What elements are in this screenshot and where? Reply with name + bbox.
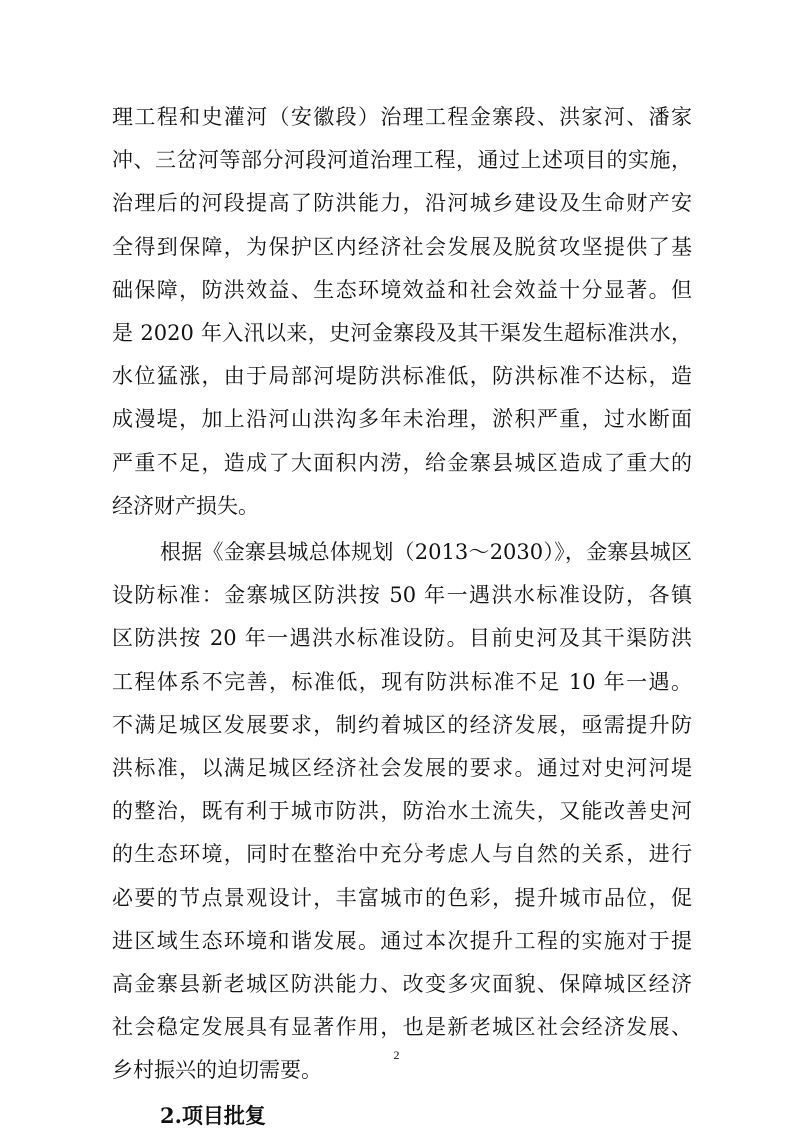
text-line: 进区域生态环境和谐发展。通过本次提升工程的实施对于提: [112, 928, 692, 953]
text-line: 全得到保障，为保护区内经济社会发展及脱贫攻坚提供了基: [112, 234, 692, 259]
text-line: 经济财产损失。: [112, 493, 259, 518]
text-line: 工程体系不完善，标准低，现有防洪标准不足 10 年一遇。: [112, 669, 692, 694]
text-line: 根据《金寨县城总体规划（2013～2030）》，金寨县城区: [160, 540, 692, 564]
text-line: 洪标准，以满足城区经济社会发展的要求。通过对史河河堤: [112, 756, 692, 780]
text-line: 的整治，既有利于城市防洪，防治水土流失，又能改善史河: [112, 799, 692, 824]
text-line: 设防标准：金寨城区防洪按 50 年一遇洪水标准设防，各镇: [112, 583, 692, 608]
text-line: 础保障，防洪效益、生态环境效益和社会效益十分显著。但: [112, 277, 692, 302]
text-line: 区防洪按 20 年一遇洪水标准设防。目前史河及其干渠防洪: [112, 626, 692, 651]
text-line: 社会稳定发展具有显著作用，也是新老城区社会经济发展、: [112, 1015, 692, 1040]
text-line: 严重不足，造成了大面积内涝，给金寨县城区造成了重大的: [112, 450, 692, 475]
text-line: 的生态环境，同时在整治中充分考虑人与自然的关系，进行: [112, 842, 692, 867]
text-line: 理工程和史灌河（安徽段）治理工程金寨段、洪家河、潘家: [112, 105, 692, 129]
page-number: 2: [393, 1048, 400, 1062]
text-line: 成漫堤，加上沿河山洪沟多年未治理，淤积严重，过水断面: [112, 407, 692, 432]
text-line: 治理后的河段提高了防洪能力，沿河城乡建设及生命财产安: [112, 191, 692, 216]
text-line: 必要的节点景观设计，丰富城市的色彩，提升城市品位，促: [112, 885, 692, 910]
text-line: 高金寨县新老城区防洪能力、改变多灾面貌、保障城区经济: [112, 972, 692, 996]
section-heading: 2.项目批复: [160, 1102, 266, 1128]
text-line: 是 2020 年入汛以来，史河金寨段及其干渠发生超标准洪水，: [112, 321, 692, 345]
text-line: 冲、三岔河等部分河段河道治理工程，通过上述项目的实施，: [112, 148, 692, 173]
text-line: 乡村振兴的迫切需要。: [112, 1058, 322, 1083]
text-line: 不满足城区发展要求，制约着城区的经济发展，亟需提升防: [112, 712, 692, 737]
text-line: 水位猛涨，由于局部河堤防洪标准低，防洪标准不达标，造: [112, 364, 692, 389]
